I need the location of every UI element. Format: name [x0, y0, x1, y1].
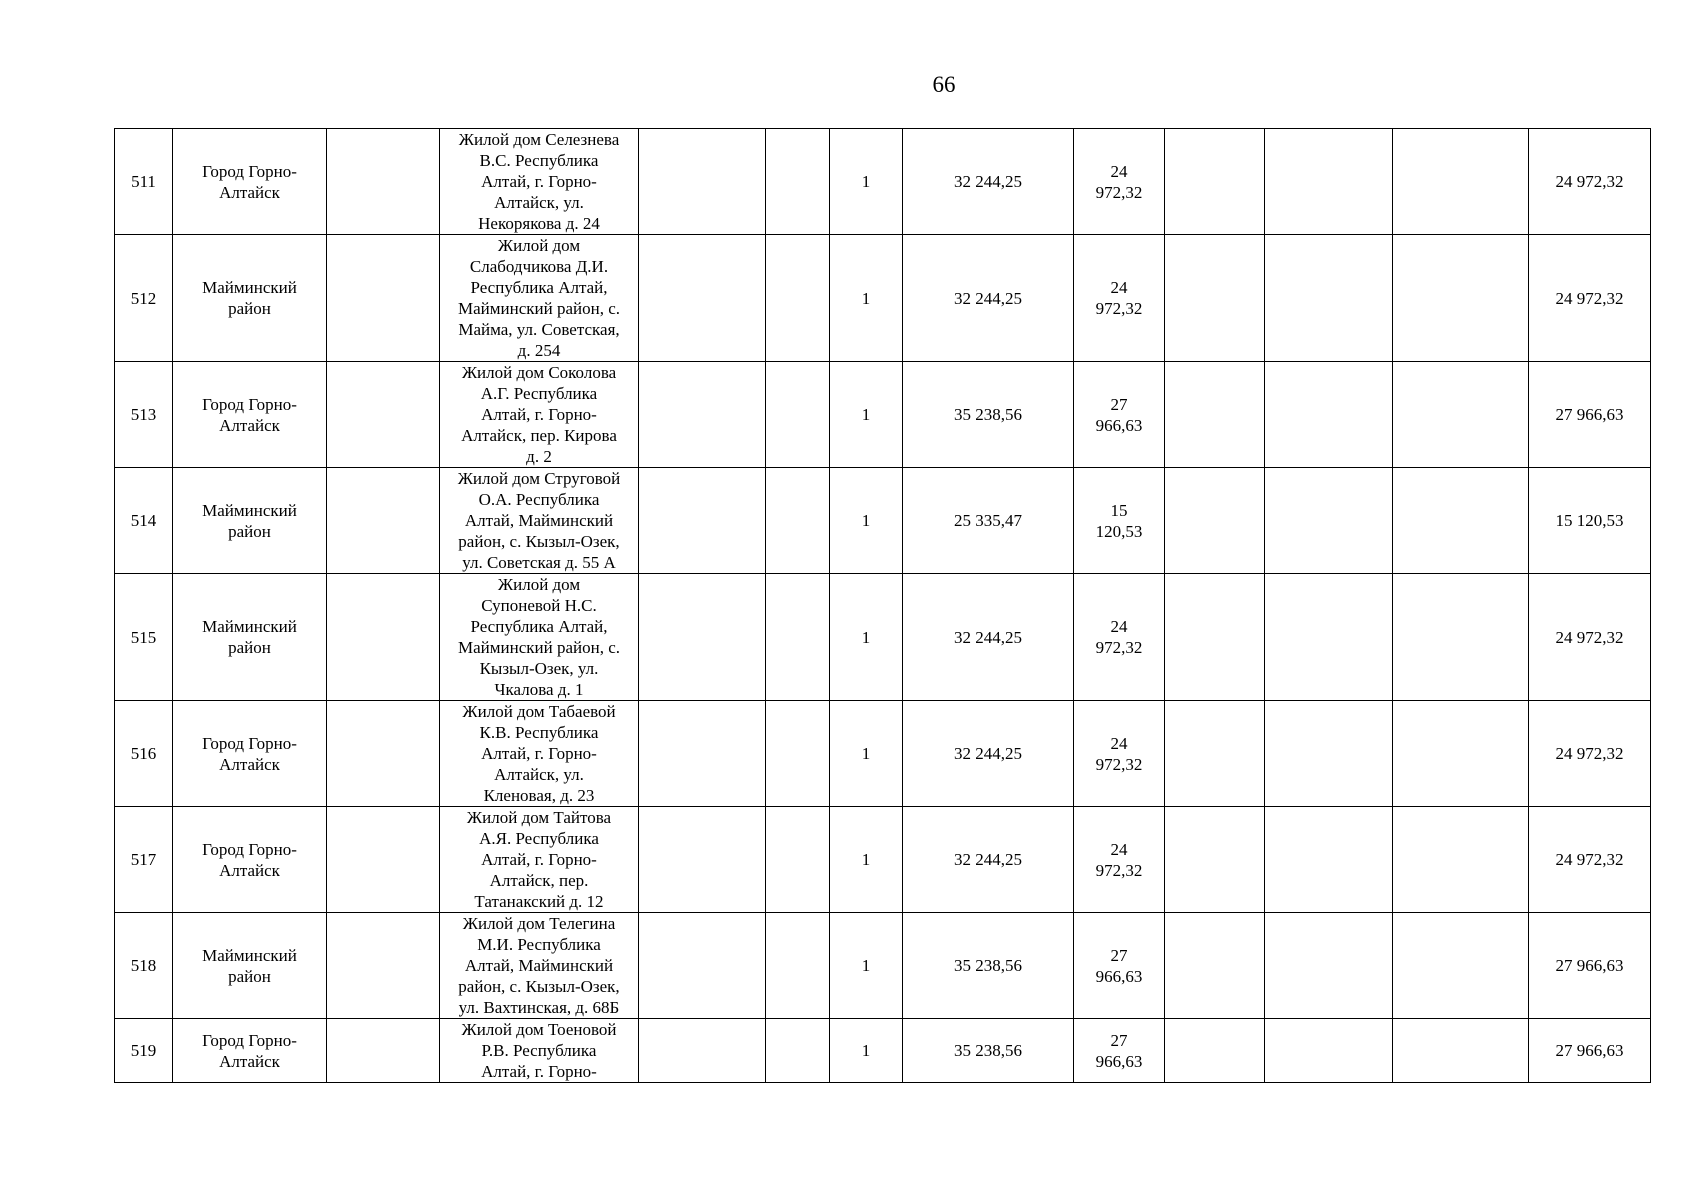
empty-cell: [1165, 468, 1265, 574]
total-cell-line: 27 966,63: [1555, 1041, 1624, 1060]
object-address-cell-line: Жилой дом Соколова: [461, 363, 617, 382]
district-cell-line: Майминский: [202, 278, 297, 297]
object-address-cell-line: район, с. Кызыл-Озек,: [458, 977, 620, 996]
table-row: [115, 1019, 1651, 1083]
object-address-cell: [440, 129, 639, 235]
district-cell: [173, 235, 327, 362]
empty-cell: [1265, 235, 1393, 362]
amount-cell-line: 24: [1110, 278, 1128, 297]
row-number-cell-line: 517: [130, 850, 157, 869]
total-cell: [1529, 1019, 1651, 1083]
object-address-cell: [440, 362, 639, 468]
object-address-cell-line: Жилой дом Тайтова: [466, 808, 612, 827]
empty-cell: [639, 362, 766, 468]
empty-cell: [327, 913, 440, 1019]
empty-cell: [1165, 1019, 1265, 1083]
cost-cell: [903, 235, 1074, 362]
amount-cell: [1074, 913, 1165, 1019]
object-address-cell-line: д. 254: [517, 341, 561, 360]
object-address-cell-line: Майминский район, с.: [458, 638, 620, 657]
quantity-cell: [830, 468, 903, 574]
district-cell: [173, 574, 327, 701]
empty-cell: [1165, 701, 1265, 807]
object-address-cell-line: ул. Вахтинская, д. 68Б: [458, 998, 620, 1017]
table-row: [115, 807, 1651, 913]
empty-cell: [327, 129, 440, 235]
empty-cell: [766, 468, 830, 574]
amount-cell-line: 972,32: [1095, 860, 1143, 880]
empty-cell: [1265, 468, 1393, 574]
empty-cell: [327, 574, 440, 701]
quantity-cell: [830, 362, 903, 468]
district-cell-line: Алтайск: [219, 415, 280, 435]
empty-cell: [1265, 362, 1393, 468]
amount-cell-line: 966,63: [1095, 1051, 1143, 1071]
cost-cell-line: 32 244,25: [954, 850, 1022, 869]
district-cell-line: район: [228, 966, 271, 986]
object-address-cell-line: Жилой дом Телегина: [462, 914, 616, 933]
object-address-cell-line: Республика Алтай,: [470, 278, 608, 297]
total-cell: [1529, 913, 1651, 1019]
cost-cell-line: 35 238,56: [954, 956, 1022, 975]
total-cell: [1529, 701, 1651, 807]
object-address-cell-line: Жилой дом Тоеновой: [461, 1020, 617, 1039]
amount-cell: [1074, 362, 1165, 468]
row-number-cell: [115, 235, 173, 362]
empty-cell: [639, 701, 766, 807]
empty-cell: [1393, 913, 1529, 1019]
object-address-cell-line: Некорякова д. 24: [478, 214, 600, 233]
district-cell-line: Город Горно-: [202, 1030, 297, 1050]
quantity-cell-line: 1: [861, 627, 871, 647]
empty-cell: [1393, 574, 1529, 701]
empty-cell: [766, 129, 830, 235]
district-cell-line: Алтайск: [219, 1051, 280, 1071]
object-address-cell: [440, 807, 639, 913]
object-address-cell-line: А.Г. Республика: [480, 384, 598, 403]
district-cell: [173, 701, 327, 807]
object-address-cell: [440, 1019, 639, 1083]
row-number-cell-line: 512: [130, 288, 157, 308]
total-cell-line: 24 972,32: [1555, 627, 1624, 647]
cost-cell-line: 35 238,56: [954, 405, 1022, 424]
object-address-cell-line: Татанакский д. 12: [474, 892, 604, 911]
empty-cell: [1393, 129, 1529, 235]
quantity-cell: [830, 235, 903, 362]
amount-cell-line: 972,32: [1095, 182, 1143, 202]
row-number-cell-line: 514: [130, 511, 157, 530]
amount-cell-line: 24: [1110, 733, 1128, 753]
district-cell-line: Город Горно-: [202, 161, 297, 181]
empty-cell: [766, 913, 830, 1019]
total-cell: [1529, 129, 1651, 235]
object-address-cell-line: Жилой дом Струговой: [457, 469, 621, 488]
total-cell: [1529, 807, 1651, 913]
amount-cell-line: 24: [1110, 161, 1128, 181]
row-number-cell-line: 516: [130, 744, 157, 763]
district-cell-line: Майминский: [202, 945, 297, 965]
total-cell: [1529, 468, 1651, 574]
object-address-cell-line: Кызыл-Озек, ул.: [479, 659, 599, 678]
row-number-cell: [115, 574, 173, 701]
table-row: [115, 913, 1651, 1019]
object-address-cell-line: Алтай, г. Горно-: [481, 1062, 597, 1081]
quantity-cell-line: 1: [861, 405, 871, 424]
object-address-cell: [440, 574, 639, 701]
table-body: [115, 129, 1651, 1083]
table-row: [115, 362, 1651, 468]
object-address-cell-line: Чкалова д. 1: [494, 680, 584, 699]
amount-cell-line: 966,63: [1095, 966, 1143, 986]
district-cell: [173, 362, 327, 468]
empty-cell: [639, 807, 766, 913]
total-cell-line: 24 972,32: [1555, 172, 1624, 191]
cost-cell: [903, 574, 1074, 701]
table-row: [115, 701, 1651, 807]
table-row: [115, 235, 1651, 362]
object-address-cell-line: Республика Алтай,: [470, 617, 608, 636]
district-cell: [173, 1019, 327, 1083]
object-address-cell: [440, 701, 639, 807]
quantity-cell-line: 1: [861, 288, 871, 308]
object-address-cell-line: Майма, ул. Советская,: [458, 320, 620, 339]
empty-cell: [327, 362, 440, 468]
empty-cell: [766, 807, 830, 913]
object-address-cell-line: К.В. Республика: [479, 723, 599, 742]
object-address-cell-line: Супоневой Н.С.: [481, 596, 597, 615]
cost-cell-line: 25 335,47: [954, 511, 1022, 530]
object-address-cell-line: Слабодчикова Д.И.: [469, 257, 609, 276]
total-cell: [1529, 235, 1651, 362]
total-cell-line: 15 120,53: [1555, 511, 1624, 530]
object-address-cell-line: Алтайск, пер. Кирова: [461, 426, 617, 445]
cost-cell-line: 32 244,25: [954, 172, 1022, 191]
amount-cell-line: 24: [1110, 617, 1128, 636]
object-address-cell-line: Кленовая, д. 23: [483, 786, 595, 805]
row-number-cell: [115, 468, 173, 574]
object-address-cell-line: район, с. Кызыл-Озек,: [458, 532, 620, 551]
register-table: [114, 128, 1651, 1083]
empty-cell: [766, 574, 830, 701]
amount-cell-line: 27: [1110, 1030, 1128, 1050]
district-cell: [173, 129, 327, 235]
empty-cell: [1165, 362, 1265, 468]
quantity-cell-line: 1: [861, 172, 871, 191]
empty-cell: [1393, 701, 1529, 807]
district-cell-line: Алтайск: [219, 182, 280, 202]
total-cell-line: 27 966,63: [1555, 956, 1624, 975]
empty-cell: [327, 701, 440, 807]
quantity-cell: [830, 701, 903, 807]
amount-cell-line: 27: [1110, 394, 1128, 414]
district-cell-line: Город Горно-: [202, 394, 297, 414]
empty-cell: [1265, 1019, 1393, 1083]
empty-cell: [639, 913, 766, 1019]
object-address-cell: [440, 468, 639, 574]
object-address-cell: [440, 235, 639, 362]
amount-cell-line: 15: [1110, 500, 1128, 520]
table-row: [115, 129, 1651, 235]
empty-cell: [639, 468, 766, 574]
quantity-cell-line: 1: [861, 956, 871, 975]
total-cell-line: 24 972,32: [1555, 850, 1624, 869]
district-cell-line: район: [228, 521, 271, 541]
empty-cell: [1393, 468, 1529, 574]
empty-cell: [1393, 807, 1529, 913]
empty-cell: [1265, 574, 1393, 701]
empty-cell: [1165, 235, 1265, 362]
district-cell-line: Майминский: [202, 617, 297, 636]
object-address-cell-line: Майминский район, с.: [458, 299, 620, 318]
empty-cell: [1265, 807, 1393, 913]
amount-cell: [1074, 235, 1165, 362]
district-cell: [173, 913, 327, 1019]
quantity-cell: [830, 574, 903, 701]
object-address-cell-line: Алтай, г. Горно-: [481, 744, 597, 763]
quantity-cell-line: 1: [861, 744, 871, 763]
empty-cell: [1393, 235, 1529, 362]
cost-cell: [903, 1019, 1074, 1083]
table-row: [115, 468, 1651, 574]
district-cell: [173, 468, 327, 574]
total-cell-line: 24 972,32: [1555, 288, 1624, 308]
cost-cell: [903, 913, 1074, 1019]
cost-cell-line: 32 244,25: [954, 288, 1022, 308]
district-cell-line: Майминский: [202, 500, 297, 520]
row-number-cell: [115, 362, 173, 468]
amount-cell-line: 120,53: [1095, 521, 1143, 541]
empty-cell: [639, 129, 766, 235]
empty-cell: [1393, 362, 1529, 468]
object-address-cell-line: Алтай, Майминский: [464, 956, 614, 975]
object-address-cell: [440, 913, 639, 1019]
object-address-cell-line: А.Я. Республика: [479, 829, 599, 848]
amount-cell-line: 27: [1110, 945, 1128, 965]
row-number-cell-line: 518: [130, 956, 157, 975]
object-address-cell-line: М.И. Республика: [477, 935, 601, 954]
empty-cell: [766, 1019, 830, 1083]
district-cell-line: Город Горно-: [202, 733, 297, 753]
row-number-cell: [115, 807, 173, 913]
object-address-cell-line: Алтай, г. Горно-: [481, 405, 597, 424]
district-cell-line: район: [228, 638, 271, 657]
object-address-cell-line: Жилой дом: [497, 236, 581, 255]
object-address-cell-line: О.А. Республика: [478, 490, 600, 509]
object-address-cell-line: Жилой дом Селезнева: [458, 130, 620, 149]
row-number-cell-line: 515: [130, 627, 157, 647]
cost-cell-line: 32 244,25: [954, 627, 1022, 647]
empty-cell: [1393, 1019, 1529, 1083]
empty-cell: [1165, 574, 1265, 701]
object-address-cell-line: Жилой дом Табаевой: [462, 702, 616, 721]
quantity-cell: [830, 1019, 903, 1083]
total-cell-line: 27 966,63: [1555, 405, 1624, 424]
amount-cell-line: 972,32: [1095, 754, 1143, 774]
row-number-cell-line: 519: [130, 1041, 157, 1060]
amount-cell: [1074, 129, 1165, 235]
object-address-cell-line: Алтайск, ул.: [494, 765, 584, 784]
amount-cell-line: 972,32: [1095, 299, 1143, 318]
amount-cell: [1074, 807, 1165, 913]
object-address-cell-line: ул. Советская д. 55 А: [462, 553, 616, 572]
quantity-cell-line: 1: [861, 511, 871, 530]
amount-cell-line: 966,63: [1095, 415, 1143, 435]
row-number-cell: [115, 1019, 173, 1083]
empty-cell: [639, 1019, 766, 1083]
amount-cell: [1074, 701, 1165, 807]
amount-cell: [1074, 468, 1165, 574]
empty-cell: [766, 701, 830, 807]
cost-cell: [903, 468, 1074, 574]
district-cell-line: Алтайск: [219, 754, 280, 774]
object-address-cell-line: д. 2: [526, 447, 552, 466]
district-cell-line: Город Горно-: [202, 839, 297, 859]
empty-cell: [639, 235, 766, 362]
amount-cell: [1074, 574, 1165, 701]
quantity-cell-line: 1: [861, 1041, 871, 1060]
cost-cell: [903, 701, 1074, 807]
table-row: [115, 574, 1651, 701]
empty-cell: [1265, 701, 1393, 807]
empty-cell: [327, 1019, 440, 1083]
amount-cell-line: 24: [1110, 839, 1128, 859]
row-number-cell-line: 513: [130, 405, 157, 424]
cost-cell: [903, 129, 1074, 235]
row-number-cell: [115, 701, 173, 807]
page-number: 66: [932, 72, 956, 97]
empty-cell: [1165, 807, 1265, 913]
total-cell: [1529, 362, 1651, 468]
cost-cell-line: 35 238,56: [954, 1041, 1022, 1060]
empty-cell: [1265, 913, 1393, 1019]
empty-cell: [327, 235, 440, 362]
empty-cell: [1165, 129, 1265, 235]
empty-cell: [327, 468, 440, 574]
quantity-cell: [830, 129, 903, 235]
row-number-cell: [115, 913, 173, 1019]
amount-cell: [1074, 1019, 1165, 1083]
quantity-cell: [830, 807, 903, 913]
object-address-cell-line: Алтайск, ул.: [494, 193, 584, 212]
object-address-cell-line: Р.В. Республика: [481, 1041, 597, 1060]
row-number-cell: [115, 129, 173, 235]
quantity-cell: [830, 913, 903, 1019]
amount-cell-line: 972,32: [1095, 638, 1143, 657]
cost-cell-line: 32 244,25: [954, 744, 1022, 763]
empty-cell: [639, 574, 766, 701]
empty-cell: [766, 235, 830, 362]
object-address-cell-line: Алтай, г. Горно-: [481, 172, 597, 191]
empty-cell: [1165, 913, 1265, 1019]
object-address-cell-line: Алтай, Майминский: [464, 511, 614, 530]
cost-cell: [903, 362, 1074, 468]
object-address-cell-line: В.С. Республика: [479, 151, 599, 170]
empty-cell: [327, 807, 440, 913]
row-number-cell-line: 511: [131, 172, 156, 191]
total-cell: [1529, 574, 1651, 701]
empty-cell: [766, 362, 830, 468]
district-cell-line: Алтайск: [219, 860, 280, 880]
district-cell-line: район: [228, 299, 271, 318]
total-cell-line: 24 972,32: [1555, 744, 1624, 763]
cost-cell: [903, 807, 1074, 913]
object-address-cell-line: Алтайск, пер.: [489, 871, 589, 890]
district-cell: [173, 807, 327, 913]
empty-cell: [1265, 129, 1393, 235]
quantity-cell-line: 1: [861, 850, 871, 869]
object-address-cell-line: Алтай, г. Горно-: [481, 850, 597, 869]
object-address-cell-line: Жилой дом: [497, 575, 581, 594]
